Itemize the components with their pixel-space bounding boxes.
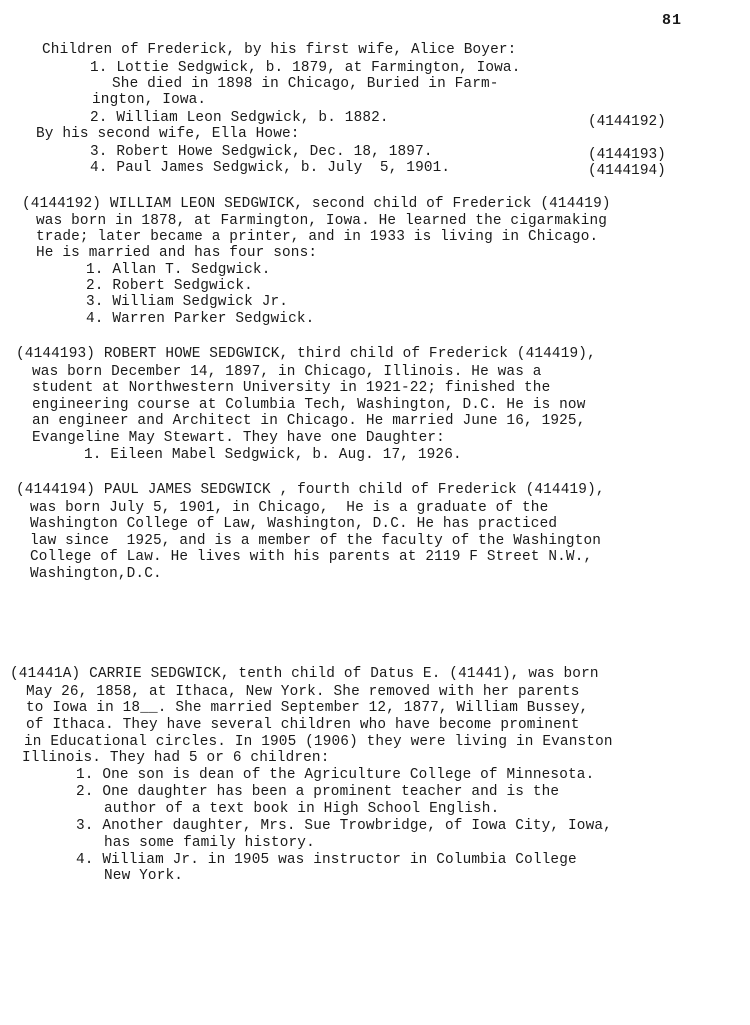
text-line: By his second wife, Ella Howe:	[36, 126, 300, 142]
text-line: 1. One son is dean of the Agriculture College of Minnesota.	[76, 767, 595, 783]
page-number: 81	[661, 12, 682, 29]
text-line: author of a text book in High School English.	[104, 801, 500, 817]
text-line: 1. Eileen Mabel Sedgwick, b. Aug. 17, 1926.	[84, 447, 462, 463]
text-line: 4. Paul James Sedgwick, b. July 5, 1901.	[90, 160, 451, 176]
text-line: was born July 5, 1901, in Chicago, He is a graduate of the	[30, 500, 549, 516]
text-line: 1. Lottie Sedgwick, b. 1879, at Farmington, Iowa.	[90, 60, 521, 76]
reference-number: (4144193)	[588, 147, 666, 163]
text-line: 2. William Leon Sedgwick, b. 1882.	[90, 110, 389, 126]
text-line: to Iowa in 18__. She married September 12, 1877, William Bussey,	[26, 700, 589, 716]
reference-number: (4144194)	[588, 163, 666, 179]
text-line: College of Law. He lives with his parents at 2119 F Street N.W.,	[30, 549, 593, 565]
text-line: 4. Warren Parker Sedgwick.	[86, 311, 315, 327]
text-line: engineering course at Columbia Tech, Washington, D.C. He is now	[32, 397, 586, 413]
text-line: Children of Frederick, by his first wife, Alice Boyer:	[42, 42, 517, 58]
text-line: New York.	[104, 868, 184, 884]
text-line: (4144193) ROBERT HOWE SEDGWICK, third child of Frederick (414419),	[16, 346, 596, 362]
text-line: Washington College of Law, Washington, D.C. He has practiced	[30, 516, 558, 532]
text-line: of Ithaca. They have several children who have become prominent	[26, 717, 580, 733]
text-line: 2. One daughter has been a prominent teacher and is the	[76, 784, 560, 800]
text-line: has some family history.	[104, 835, 315, 851]
text-line: He is married and has four sons:	[36, 245, 318, 261]
text-line: (4144194) PAUL JAMES SEDGWICK , fourth child of Frederick (414419),	[16, 482, 605, 498]
text-line: (41441A) CARRIE SEDGWICK, tenth child of Datus E. (41441), was born	[10, 666, 599, 682]
text-line: Washington,D.C.	[30, 566, 162, 582]
reference-number: (4144192)	[588, 114, 666, 130]
text-line: was born December 14, 1897, in Chicago, Illinois. He was a	[32, 364, 542, 380]
text-line: 3. Another daughter, Mrs. Sue Trowbridge, of Iowa City, Iowa,	[76, 818, 612, 834]
text-line: student at Northwestern University in 1921-22; finished the	[32, 380, 551, 396]
text-line: in Educational circles. In 1905 (1906) they were living in Evanston	[24, 734, 613, 750]
text-line: an engineer and Architect in Chicago. He married June 16, 1925,	[32, 413, 586, 429]
text-line: She died in 1898 in Chicago, Buried in Farm-	[112, 76, 499, 92]
text-line: law since 1925, and is a member of the faculty of the Washington	[30, 533, 602, 549]
text-line: Illinois. They had 5 or 6 children:	[22, 750, 330, 766]
text-line: ington, Iowa.	[92, 92, 207, 108]
text-line: May 26, 1858, at Ithaca, New York. She removed with her parents	[26, 684, 580, 700]
text-line: 2. Robert Sedgwick.	[86, 278, 253, 294]
text-line: 4. William Jr. in 1905 was instructor in Columbia College	[76, 852, 577, 868]
text-line: was born in 1878, at Farmington, Iowa. He learned the cigarmaking	[36, 213, 608, 229]
text-line: 1. Allan T. Sedgwick.	[86, 262, 271, 278]
text-line: trade; later became a printer, and in 1933 is living in Chicago.	[36, 229, 599, 245]
text-line: Evangeline May Stewart. They have one Daughter:	[32, 430, 445, 446]
text-line: 3. William Sedgwick Jr.	[86, 294, 289, 310]
text-line: 3. Robert Howe Sedgwick, Dec. 18, 1897.	[90, 144, 433, 160]
text-line: (4144192) WILLIAM LEON SEDGWICK, second child of Frederick (414419)	[22, 196, 611, 212]
